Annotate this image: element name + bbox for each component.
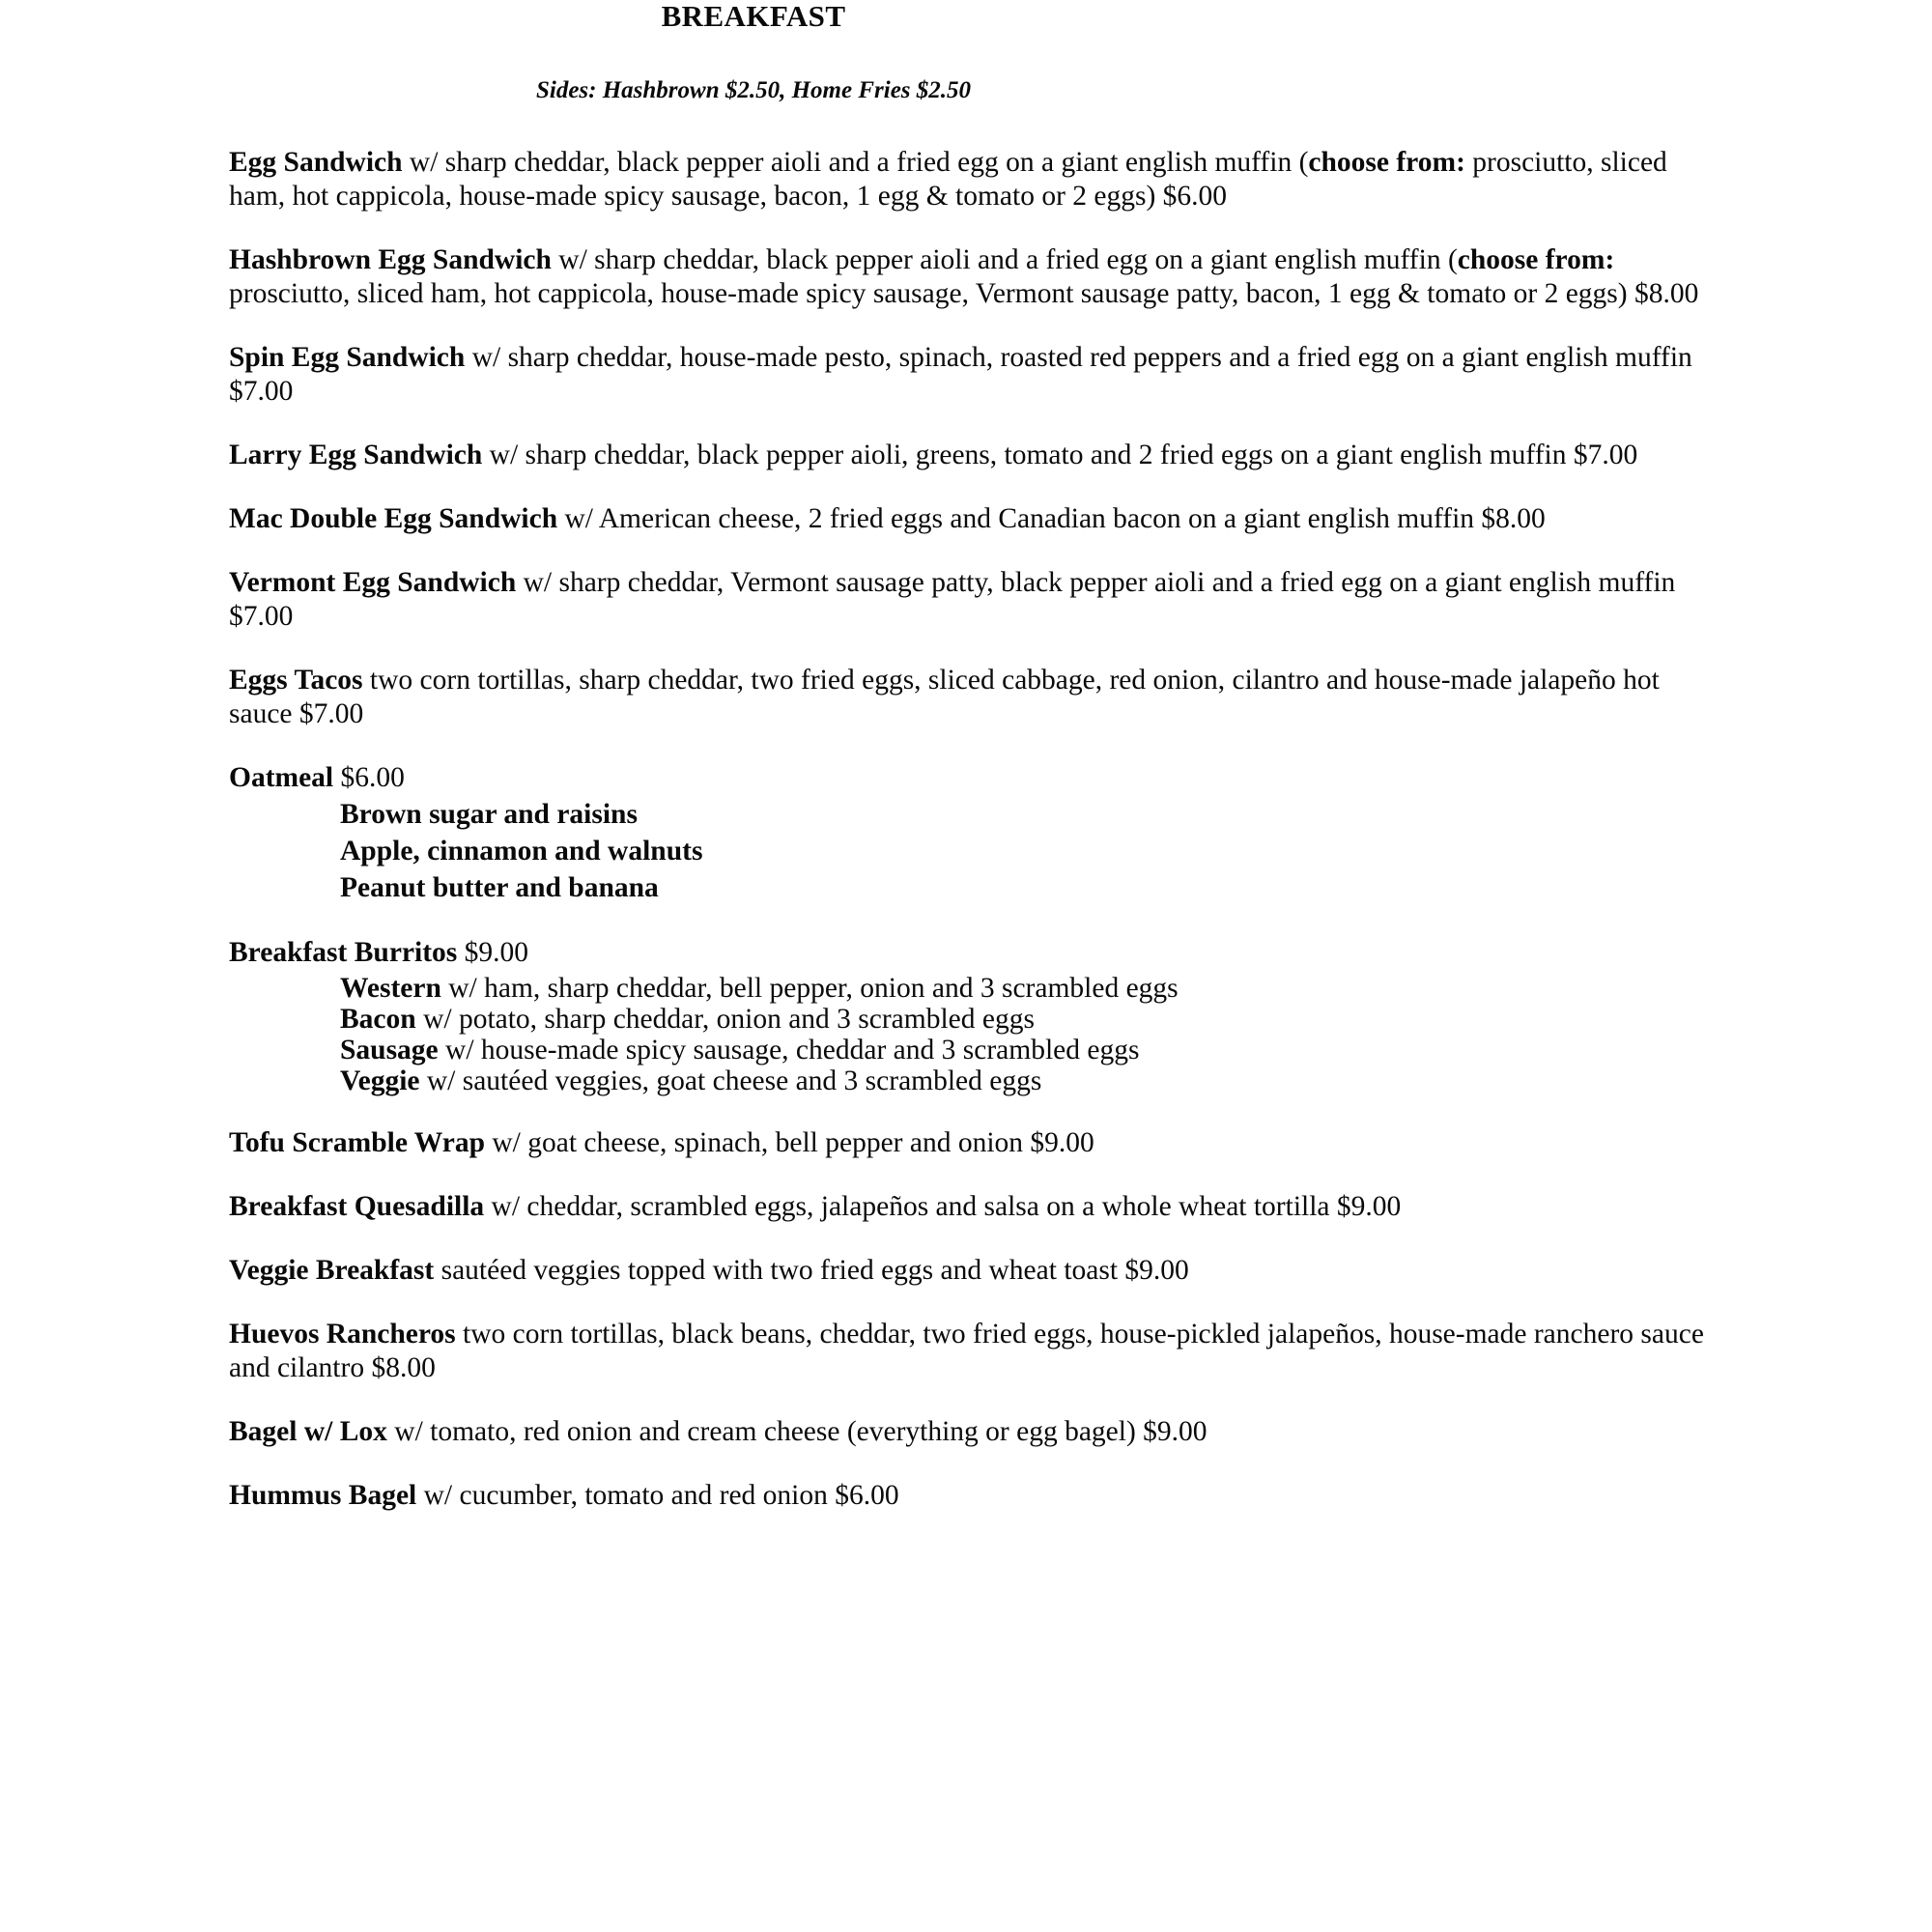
menu-item-description: w/ American cheese, 2 fried eggs and Canadian bacon on a giant english muffin $8.00: [557, 503, 1546, 534]
page-title: BREAKFAST: [661, 0, 846, 33]
menu-item-description: w/ sharp cheddar, black pepper aioli and a fried egg on a giant english muffin (choose from: prosciutto, sliced ham, hot cappicola, house-made spicy sausage, bacon, 1 egg & tomato or 2 eggs) $6.00: [229, 147, 1667, 212]
menu-item-group-oatmeal: [229, 761, 1724, 906]
oatmeal-option-label: Brown sugar and raisins: [340, 799, 638, 830]
menu-item: [229, 664, 1724, 731]
list-item: [340, 1065, 1724, 1096]
menu-item-name: Tofu Scramble Wrap: [229, 1127, 485, 1158]
menu-item-name: Breakfast Quesadilla: [229, 1191, 485, 1222]
list-item: [340, 796, 1724, 833]
menu-item-description: w/ sharp cheddar, black pepper aioli and a fried egg on a giant english muffin (choose from: prosciutto, sliced ham, hot cappicola, house-made spicy sausage, Vermont sausage patty, bacon, 1 egg & tomato or 2 eggs) $8.00: [229, 244, 1699, 309]
menu-item: [229, 1479, 1724, 1513]
choose-from-label: choose from:: [1457, 244, 1615, 275]
burrito-option-name: Western: [340, 973, 441, 1004]
oatmeal-options-list: [229, 796, 1724, 906]
list-item: [340, 833, 1724, 869]
menu-item-name: Hummus Bagel: [229, 1480, 417, 1511]
menu-items-list: [0, 105, 1724, 1513]
menu-item-name: Larry Egg Sandwich: [229, 440, 483, 470]
choose-from-label: choose from:: [1308, 147, 1465, 178]
menu-item: [229, 243, 1724, 311]
burrito-option-name: Sausage: [340, 1035, 439, 1065]
menu-item-price: $6.00: [333, 762, 405, 793]
menu-item-header: [229, 761, 1724, 795]
menu-item: [229, 1415, 1724, 1449]
menu-item-name: Eggs Tacos: [229, 665, 363, 696]
burrito-option-description: w/ potato, sharp cheddar, onion and 3 scrambled eggs: [415, 1004, 1035, 1035]
menu-item-group-burritos: [229, 936, 1724, 1096]
menu-item-name: Mac Double Egg Sandwich: [229, 503, 558, 534]
oatmeal-option-label: Peanut butter and banana: [340, 872, 659, 903]
burrito-option-name: Veggie: [340, 1065, 420, 1096]
list-item: [340, 973, 1724, 1004]
list-item: [340, 869, 1724, 906]
burrito-options-list: [229, 973, 1724, 1096]
menu-item-name: Huevos Rancheros: [229, 1319, 456, 1350]
menu-item: [229, 1318, 1724, 1385]
menu-item-name: Oatmeal: [229, 762, 334, 793]
menu-item-name: Breakfast Burritos: [229, 937, 458, 968]
menu-item-description: w/ sharp cheddar, black pepper aioli, greens, tomato and 2 fried eggs on a giant english muffin $7.00: [482, 440, 1638, 470]
burrito-option-description: w/ house-made spicy sausage, cheddar and 3 scrambled eggs: [438, 1035, 1140, 1065]
menu-item-description: w/ sharp cheddar, house-made pesto, spinach, roasted red peppers and a fried egg on a giant english muffin $7.00: [229, 342, 1692, 407]
menu-item-price: $9.00: [457, 937, 529, 968]
oatmeal-option-label: Apple, cinnamon and walnuts: [340, 836, 703, 867]
menu-item-header: [229, 936, 1724, 970]
menu-item-description: w/ sharp cheddar, Vermont sausage patty, black pepper aioli and a fried egg on a giant english muffin $7.00: [229, 567, 1676, 632]
menu-item-description: w/ cucumber, tomato and red onion $6.00: [416, 1480, 899, 1511]
menu-item: [229, 1190, 1724, 1224]
menu-item-name: Veggie Breakfast: [229, 1255, 435, 1286]
sides-note: Sides: Hashbrown $2.50, Home Fries $2.50: [535, 77, 972, 103]
menu-item-description: w/ cheddar, scrambled eggs, jalapeños and salsa on a whole wheat tortilla $9.00: [484, 1191, 1402, 1222]
menu-item-description: two corn tortillas, sharp cheddar, two fried eggs, sliced cabbage, red onion, cilantro and house-made jalapeño hot sauce $7.00: [229, 665, 1660, 729]
menu-item: [229, 439, 1724, 472]
menu-item-name: Bagel w/ Lox: [229, 1416, 387, 1447]
menu-item-description: sautéed veggies topped with two fried eggs and wheat toast $9.00: [434, 1255, 1189, 1286]
menu-item-name: Vermont Egg Sandwich: [229, 567, 517, 598]
menu-item-description: w/ tomato, red onion and cream cheese (everything or egg bagel) $9.00: [386, 1416, 1208, 1447]
list-item: [340, 1004, 1724, 1035]
menu-item: [229, 1126, 1724, 1160]
menu-item: [229, 1254, 1724, 1288]
menu-item-description: w/ goat cheese, spinach, bell pepper and onion $9.00: [485, 1127, 1094, 1158]
menu-item-name: Spin Egg Sandwich: [229, 342, 466, 373]
burrito-option-description: w/ ham, sharp cheddar, bell pepper, onion and 3 scrambled eggs: [440, 973, 1179, 1004]
menu-item-name: Hashbrown Egg Sandwich: [229, 244, 552, 275]
burrito-option-name: Bacon: [340, 1004, 416, 1035]
menu-item: [229, 566, 1724, 634]
burrito-option-description: w/ sautéed veggies, goat cheese and 3 scrambled eggs: [419, 1065, 1042, 1096]
menu-item: [229, 146, 1724, 213]
menu-item: [229, 502, 1724, 536]
menu-item: [229, 341, 1724, 409]
menu-item-description: two corn tortillas, black beans, cheddar, two fried eggs, house-pickled jalapeños, house-made ranchero sauce and cilantro $8.00: [229, 1319, 1704, 1383]
menu-item-name: Egg Sandwich: [229, 147, 403, 178]
list-item: [340, 1035, 1724, 1065]
